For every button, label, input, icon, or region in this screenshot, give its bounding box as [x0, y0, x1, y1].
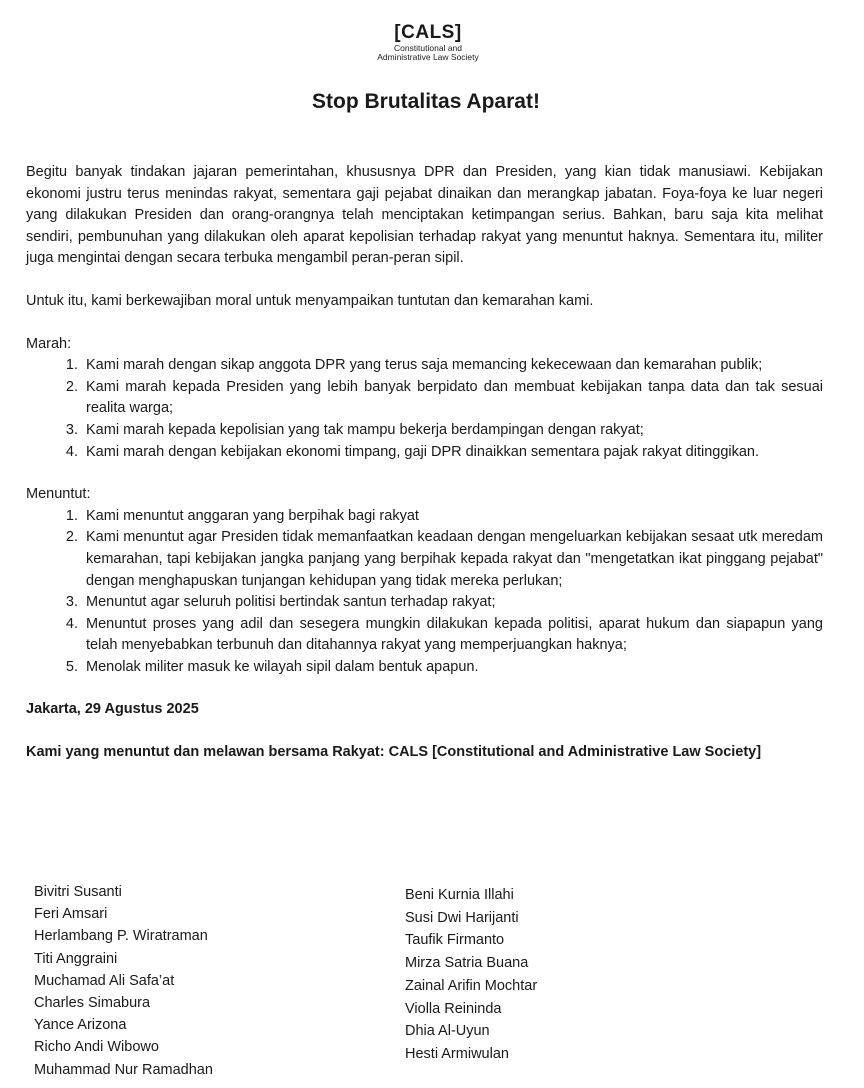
signatories-left-column: [34, 881, 213, 1081]
signatory-name: Bivitri Susanti: [34, 884, 122, 900]
list-item: 5. Menolak militer masuk ke wilayah sipil dalam bentuk apapun.: [82, 657, 823, 679]
list-item: 1. Kami marah dengan sikap anggota DPR yang terus saja memancing kekecewaan dan kemarahan publik;: [82, 355, 823, 377]
logo-subtitle-line2: Administrative Law Society: [377, 52, 479, 62]
marah-heading: Marah:: [26, 335, 72, 352]
list-item: 3. Kami marah kepada kepolisian yang tak mampu bekerja berdampingan dengan rakyat;: [82, 420, 823, 442]
signatory-name: Charles Simabura: [34, 995, 151, 1012]
logo-title: [CALS]: [394, 22, 462, 43]
menuntut-heading: Menuntut:: [26, 486, 91, 503]
signatory-name: Susi Dwi Harijanti: [405, 909, 519, 926]
signatory-name: Beni Kurnia Illahi: [405, 887, 514, 903]
page-title: Stop Brutalitas Aparat!: [312, 90, 540, 113]
list-item: 4. Menuntut proses yang adil dan sesegera mungkin dilakukan kepada politisi, aparat hukum dan siapapun yang telah menyebabkan terbunuh dan ditahannya rakyat yang memperjuangkan haknya;: [82, 614, 823, 657]
list-item: 2. Kami marah kepada Presiden yang lebih banyak berpidato dan membuat kebijakan tanpa data dan tak sesuai realita warga;: [82, 377, 823, 420]
statement-paragraph: Untuk itu, kami berkewajiban moral untuk menyampaikan tuntutan dan kemarahan kami.: [26, 292, 594, 309]
signatory-name: Muhammad Nur Ramadhan: [34, 1061, 213, 1078]
signatory-name: Titi Anggraini: [34, 950, 118, 967]
organization-logo: [0, 22, 856, 62]
menuntut-list: [26, 506, 823, 679]
place-date: Jakarta, 29 Agustus 2025: [26, 701, 199, 718]
list-item: 3. Menuntut agar seluruh politisi bertindak santun terhadap rakyat;: [82, 592, 823, 614]
intro-paragraph: Begitu banyak tindakan jajaran pemerintahan, khususnya DPR dan Presiden, yang kian tidak manusiawi. Kebijakan ekonomi justru terus menindas rakyat, sementara gaji pejabat dinaikan dan merangkap jabatan. Foya-foya ke luar negeri yang dilakukan Presiden dan orang-orangnya telah menciptakan ketimpangan serius. Bahkan, baru saja kita melihat sendiri, pembunuhan yang dilakukan oleh aparat kepolisian terhadap rakyat yang menuntut haknya. Sementara itu, militer juga mengintai dengan secara terbuka mengambil peran-peran sipil.: [26, 164, 823, 267]
marah-list: [26, 355, 823, 463]
logo-subtitle-line1: Constitutional and: [393, 43, 463, 53]
signatories-right-column: [405, 884, 537, 1066]
signatory-name: Dhia Al-Uyun: [405, 1023, 490, 1040]
signatory-name: Zainal Arifin Mochtar: [405, 977, 538, 994]
document-body: [26, 162, 823, 764]
signatory-name: Yance Arizona: [34, 1017, 127, 1034]
signatory-name: Mirza Satria Buana: [405, 955, 529, 972]
signatory-name: Richo Andi Wibowo: [34, 1039, 159, 1056]
signatory-name: Herlambang P. Wiratraman: [34, 928, 208, 945]
list-item: 1. Kami menuntut anggaran yang berpihak bagi rakyat: [82, 506, 823, 528]
signatory-name: Taufik Firmanto: [405, 932, 505, 949]
signatory-name: Feri Amsari: [34, 906, 108, 923]
signatory-name: Hesti Armiwulan: [405, 1045, 509, 1062]
list-item: 2. Kami menuntut agar Presiden tidak memanfaatkan keadaan dengan mengeluarkan kebijakan sesaat utk meredam kemarahan, tapi kebijakan jangka panjang yang berpihak kepada rakyat dan "mengetatkan ikat pinggang pejabat" dengan menghapuskan tunjangan kehidupan yang tidak mereka perlukan;: [82, 527, 823, 592]
list-item: 4. Kami marah dengan kebijakan ekonomi timpang, gaji DPR dinaikkan sementara pajak rakyat ditinggikan.: [82, 442, 823, 464]
signatory-name: Violla Reininda: [405, 1000, 502, 1017]
signatory-name: Muchamad Ali Safa’at: [34, 972, 175, 989]
closing-statement: Kami yang menuntut dan melawan bersama Rakyat: CALS [Constitutional and Administrative Law Society]: [26, 744, 762, 761]
